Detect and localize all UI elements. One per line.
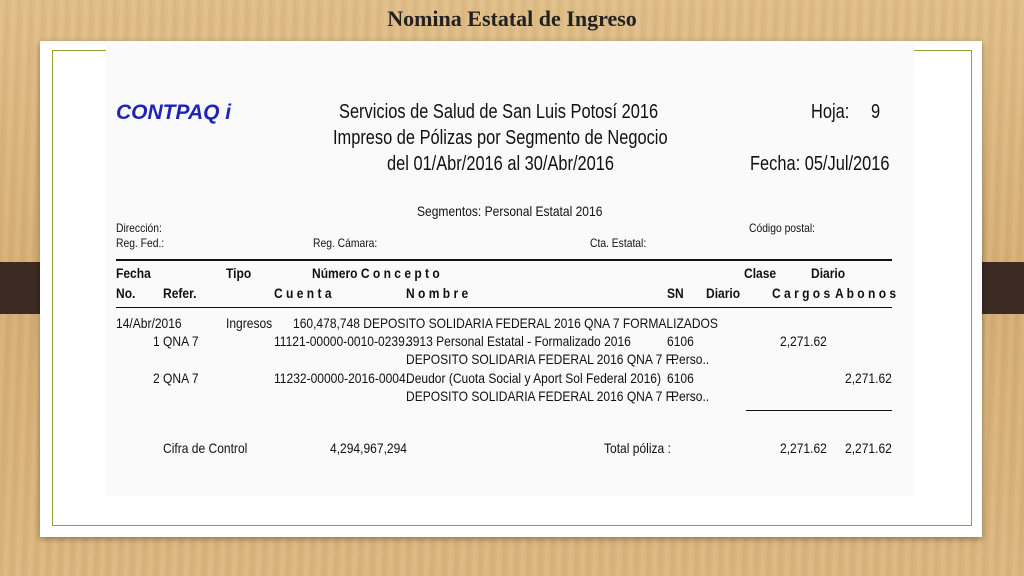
col-numero-concepto: Número C o n c e p t o (312, 265, 440, 281)
col-sn: SN (667, 285, 684, 301)
total-abonos: 2,271.62 (845, 440, 892, 456)
col-cuenta: C u e n t a (274, 285, 332, 301)
col-cargos: C a r g o s (772, 285, 831, 301)
page-label: Hoja: (811, 101, 850, 123)
slide-title: Nomina Estatal de Ingreso (387, 6, 637, 31)
col-abonos: A b o n o s (835, 285, 897, 301)
line1-cuenta: 11121-00000-0010-0239.. (274, 333, 412, 349)
report-document (106, 44, 914, 496)
header-rule-bottom (116, 307, 892, 308)
entry-numero-concepto: 160,478,748 DEPOSITO SOLIDARIA FEDERAL 2016 QNA 7 FORMALIZADOS (293, 315, 718, 331)
total-poliza-label: Total póliza : (604, 440, 671, 456)
col-nombre: N o m b r e (406, 285, 469, 301)
col-clase: Clase (744, 265, 777, 281)
entry-fecha: 14/Abr/2016 (116, 315, 182, 331)
line1-nombre: 3913 Personal Estatal - Formalizado 2016 (406, 333, 631, 349)
col-no: No. (116, 285, 136, 301)
reg-fed-label: Reg. Fed.: (116, 236, 165, 250)
line1-detalle: DEPOSITO SOLIDARIA FEDERAL 2016 QNA 7 F.. (406, 351, 679, 367)
header-rule-top (116, 259, 892, 261)
line1-sn: 6106 (667, 333, 694, 349)
codigo-postal-label: Código postal: (749, 221, 815, 235)
col-diario: Diario (706, 285, 741, 301)
total-cargos: 2,271.62 (780, 440, 827, 456)
segment-label: Segmentos: Personal Estatal 2016 (417, 203, 603, 219)
line2-nombre: Deudor (Cuota Social y Aport Sol Federal 2016) (406, 370, 661, 386)
line2-detalle-sn: Perso.. (671, 388, 710, 404)
direccion-label: Dirección: (116, 221, 162, 235)
col-refer: Refer. (163, 285, 197, 301)
report-org: Servicios de Salud de San Luis Potosí 2016 (339, 101, 659, 123)
report-subtitle: Impreso de Pólizas por Segmento de Negocio (333, 127, 668, 149)
cta-estatal-label: Cta. Estatal: (590, 236, 647, 250)
brand-logo: CONTPAQ i (116, 101, 232, 124)
control-label: Cifra de Control (163, 440, 248, 456)
line2-cuenta: 11232-00000-2016-0004.. (274, 370, 413, 386)
reg-camara-label: Reg. Cámara: (313, 236, 378, 250)
line2-detalle: DEPOSITO SOLIDARIA FEDERAL 2016 QNA 7 F.. (406, 388, 679, 404)
report-date: Fecha: 05/Jul/2016 (750, 153, 890, 175)
line2-no-ref: 2 QNA 7 (153, 370, 199, 386)
page-number: 9 (871, 101, 881, 123)
control-value: 4,294,967,294 (330, 440, 407, 456)
totals-rule (746, 410, 892, 411)
col-fecha: Fecha (116, 265, 151, 281)
line2-abono: 2,271.62 (845, 370, 892, 386)
line2-sn: 6106 (667, 370, 694, 386)
line1-cargo: 2,271.62 (780, 333, 827, 349)
col-diario-top: Diario (811, 265, 846, 281)
line1-no-ref: 1 QNA 7 (153, 333, 199, 349)
col-tipo: Tipo (226, 265, 252, 281)
entry-tipo: Ingresos (226, 315, 273, 331)
report-period: del 01/Abr/2016 al 30/Abr/2016 (387, 153, 615, 175)
line1-detalle-sn: Perso.. (671, 351, 710, 367)
